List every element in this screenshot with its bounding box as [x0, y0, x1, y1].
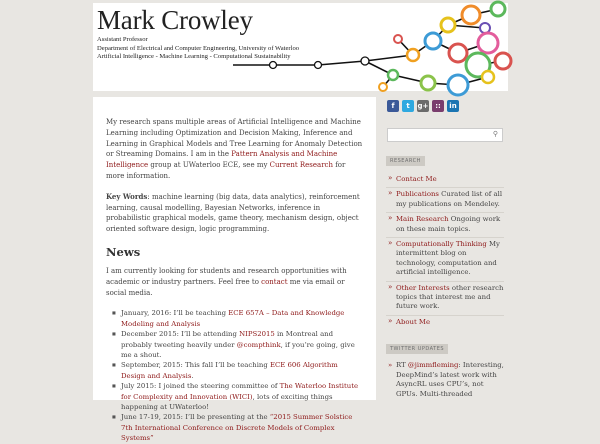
nav-item: » Publications Curated list of all my publications on Mendeley. [386, 188, 504, 213]
twitter-icon[interactable]: t [402, 100, 414, 112]
main-content [93, 97, 376, 443]
tweet: » RT @jimmfleming: Interesting, DeepMind’s latest work with AsyncRL uses CPU’s, not GPUs. Multi-threaded [386, 361, 504, 399]
nav-link-other-interests[interactable]: Other Interests [396, 283, 450, 292]
intro-paragraph: My research spans multiple areas of Artificial Intelligence and Machine Learning including Optimization and Decision Making, Inference and Learning in Graphical Models and Tree Learning for Anomaly Detection or Streaming Domains. I am in the Pattern Analysis and Machine Intelligence group at UWaterloo ECE, see my Current Research for more information. [106, 118, 363, 180]
search-input[interactable] [388, 137, 502, 149]
nav-item: » Computationally Thinking My intermittent blog on technology, computation and artificial intelligence. [386, 238, 504, 282]
search-icon[interactable]: ⚲ [492, 130, 498, 138]
tweet-author-link[interactable]: @jimmfleming [407, 361, 459, 370]
linkedin-icon[interactable]: in [447, 100, 459, 112]
news-link[interactable]: The Waterloo Institute for Complexity and Innovation (WICI) [121, 382, 359, 401]
news-link[interactable]: “2015 Summer Solstice 7th International Conference on Discrete Models of Complex Systems” [121, 413, 353, 443]
site-header [93, 3, 508, 91]
nav-link-about[interactable]: About Me [396, 317, 431, 326]
social-icons [382, 97, 508, 115]
nav-link-publications[interactable]: Publications [396, 190, 439, 199]
news-item: ■ December 2015: I’ll be attending NIPS2015 in Montreal and probably tweeting heavily under @compthink, if you’re going, give me a shout. [110, 329, 364, 360]
news-link[interactable]: NIPS2015 [239, 330, 275, 339]
keywords-paragraph: Key Words: machine learning (big data, data analytics), reinforcement learning, causal modelling, Bayesian Networks, inference in probabilistic graphical models, game theory, mechanism design, object oriented software design, logic programming. [106, 191, 360, 234]
twitter-handle-link[interactable]: @compthink [236, 340, 281, 349]
news-item: ■ July 2015: I joined the steering committee of The Waterloo Institute for Complexity and Innovation (WICI), lots of exciting things happening at UWaterloo! [110, 381, 364, 412]
tagline-department: Department of Electrical and Computer Engineering, University of Waterloo [97, 44, 300, 52]
keywords-label: Key Words [106, 191, 148, 201]
news-intro: I am currently looking for students and research opportunities with academic or industry partners. Feel free to contact me via email or social media. [106, 266, 347, 297]
news-link[interactable]: ECE 657A – Data and Knowledge Modeling and Analysis [121, 309, 345, 328]
nav-item: » Main Research Ongoing work on these main topics. [386, 213, 504, 238]
research-widget-title: RESEARCH [386, 156, 425, 166]
news-item: ■ September, 2015: This fall I’ll be teaching ECE 606 Algorithm Design and Analysis. [110, 360, 364, 381]
site-title[interactable]: Mark Crowley [97, 5, 253, 35]
news-item: ■ January, 2016: I’ll be teaching ECE 657A – Data and Knowledge Modeling and Analysis [110, 308, 364, 329]
tagline-fields: Artificial Intelligence - Machine Learning - Computational Sustainability [97, 53, 291, 60]
flickr-icon[interactable]: :: [432, 100, 444, 112]
google-plus-icon[interactable]: g+ [417, 102, 429, 110]
tagline-position: Assistant Professor [97, 36, 148, 43]
news-list [110, 308, 364, 443]
contact-link[interactable]: contact [261, 277, 288, 286]
nav-link-contact[interactable]: Contact Me [396, 175, 437, 183]
nav-item [386, 173, 504, 188]
current-research-link[interactable]: Current Research [269, 161, 333, 170]
facebook-icon[interactable]: f [387, 100, 399, 112]
news-link[interactable]: ECE 606 Algorithm Design and Analysis [121, 361, 338, 380]
sidebar [382, 97, 508, 400]
nav-item: » Other Interests other research topics that interest me and future work. [386, 282, 504, 316]
research-nav [386, 173, 504, 330]
search-box [387, 128, 503, 142]
pami-link[interactable]: Pattern Analysis and Machine Intelligence [106, 150, 338, 170]
twitter-widget-title: TWITTER UPDATES [386, 344, 448, 354]
nav-link-blog[interactable]: Computationally Thinking [396, 240, 487, 249]
nav-item [386, 316, 504, 330]
nav-link-main-research[interactable]: Main Research [396, 215, 449, 224]
news-heading: News [106, 244, 141, 259]
twitter-updates [386, 361, 504, 399]
news-item: ■ June 17-19, 2015: I’ll be presenting at the “2015 Summer Solstice 7th International Conference on Discrete Models of Complex Systems” [110, 412, 364, 443]
